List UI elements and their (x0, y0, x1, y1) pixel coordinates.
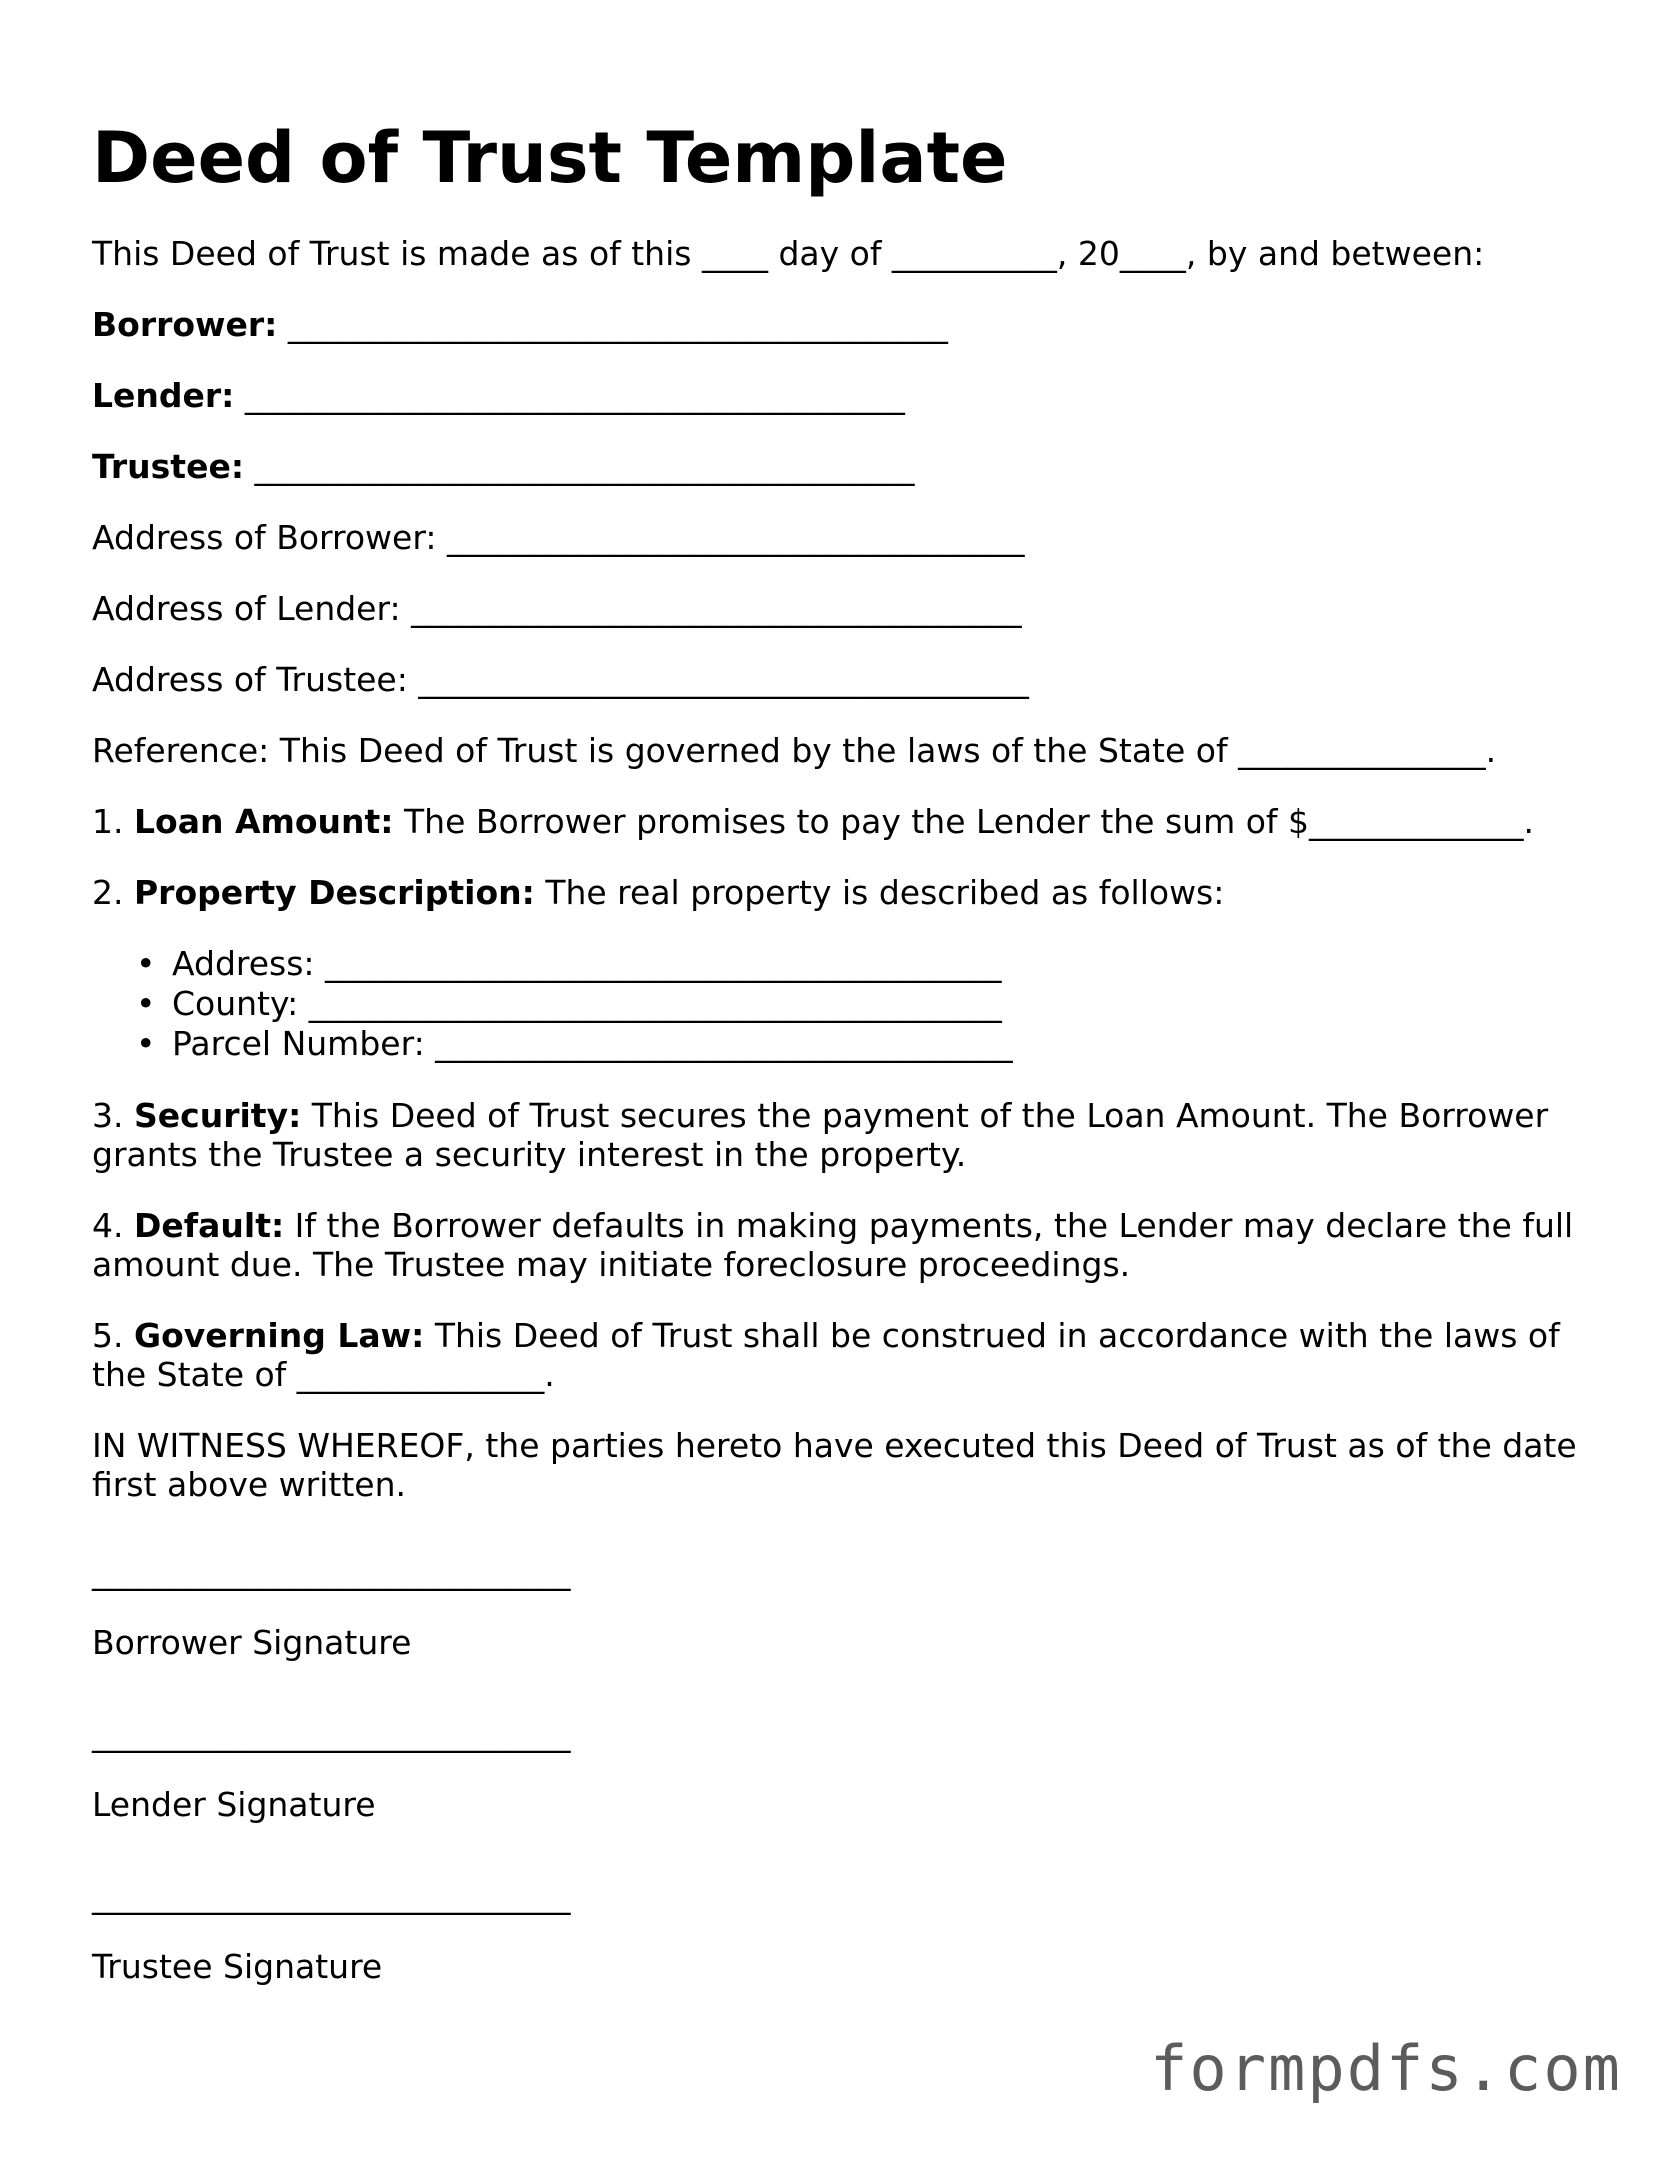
property-list (92, 944, 1592, 1064)
section-heading: Property Description: (134, 873, 535, 912)
property-county: County: __________________________________________ (172, 984, 1002, 1023)
signature-block (92, 1552, 1592, 1986)
section-number: 5. (92, 1316, 124, 1355)
section-security (92, 1096, 1592, 1174)
section-number: 2. (92, 873, 124, 912)
section-text: If the Borrower defaults in making payments, the Lender may declare the full amount due. The Trustee may initiate foreclosure proceedings. (92, 1206, 1574, 1284)
section-text: The real property is described as follows: (534, 873, 1225, 912)
party-lender-blank: ________________________________________ (244, 376, 905, 415)
party-trustee-blank: ________________________________________ (254, 447, 915, 486)
section-heading: Governing Law: (134, 1316, 425, 1355)
section-number: 4. (92, 1206, 124, 1245)
party-lender (92, 376, 1592, 415)
party-borrower (92, 305, 1592, 344)
section-number: 3. (92, 1096, 124, 1135)
address-trustee: Address of Trustee: _____________________________________ (92, 660, 1029, 699)
party-borrower-blank: ________________________________________ (287, 305, 948, 344)
lender-signature-label: Lender Signature (92, 1785, 376, 1824)
list-item (136, 984, 1592, 1024)
section-text: This Deed of Trust shall be construed in accordance with the laws of the State of _______________. (92, 1316, 1560, 1394)
section-default (92, 1206, 1592, 1284)
party-trustee-label: Trustee: (92, 447, 245, 486)
address-borrower: Address of Borrower: ___________________________________ (92, 518, 1025, 557)
section-heading: Default: (134, 1206, 285, 1245)
document-page (92, 118, 1592, 1986)
lender-signature-line: _____________________________ (92, 1714, 571, 1753)
list-item (136, 1024, 1592, 1064)
intro-paragraph: This Deed of Trust is made as of this ____ day of __________, 20____, by and between: (92, 234, 1485, 273)
section-text: The Borrower promises to pay the Lender the sum of $_____________. (393, 802, 1534, 841)
witness-paragraph: IN WITNESS WHEREOF, the parties hereto have executed this Deed of Trust as of the date first above written. (92, 1426, 1577, 1504)
reference-paragraph: Reference: This Deed of Trust is governed by the laws of the State of _______________. (92, 731, 1497, 770)
section-number: 1. (92, 802, 124, 841)
section-property-description (92, 873, 1592, 912)
property-parcel-number: Parcel Number: ___________________________________ (172, 1024, 1013, 1063)
address-lender: Address of Lender: _____________________________________ (92, 589, 1022, 628)
section-text: This Deed of Trust secures the payment of the Loan Amount. The Borrower grants the Trustee a security interest in the property. (92, 1096, 1549, 1174)
trustee-signature-label: Trustee Signature (92, 1947, 383, 1986)
borrower-signature-label: Borrower Signature (92, 1623, 412, 1662)
borrower-signature-line: _____________________________ (92, 1552, 571, 1591)
property-address: Address: _________________________________________ (172, 944, 1002, 983)
page-title: Deed of Trust Template (92, 117, 1008, 199)
bullet-icon: • (136, 984, 156, 1023)
party-trustee (92, 447, 1592, 486)
party-borrower-label: Borrower: (92, 305, 278, 344)
watermark-logo: formpdfs.com (1150, 2032, 1622, 2105)
trustee-signature-line: _____________________________ (92, 1876, 571, 1915)
list-item (136, 944, 1592, 984)
bullet-icon: • (136, 1024, 156, 1063)
section-loan-amount (92, 802, 1592, 841)
section-heading: Security: (134, 1096, 302, 1135)
section-heading: Loan Amount: (134, 802, 394, 841)
bullet-icon: • (136, 944, 156, 983)
section-governing-law (92, 1316, 1592, 1394)
party-lender-label: Lender: (92, 376, 235, 415)
